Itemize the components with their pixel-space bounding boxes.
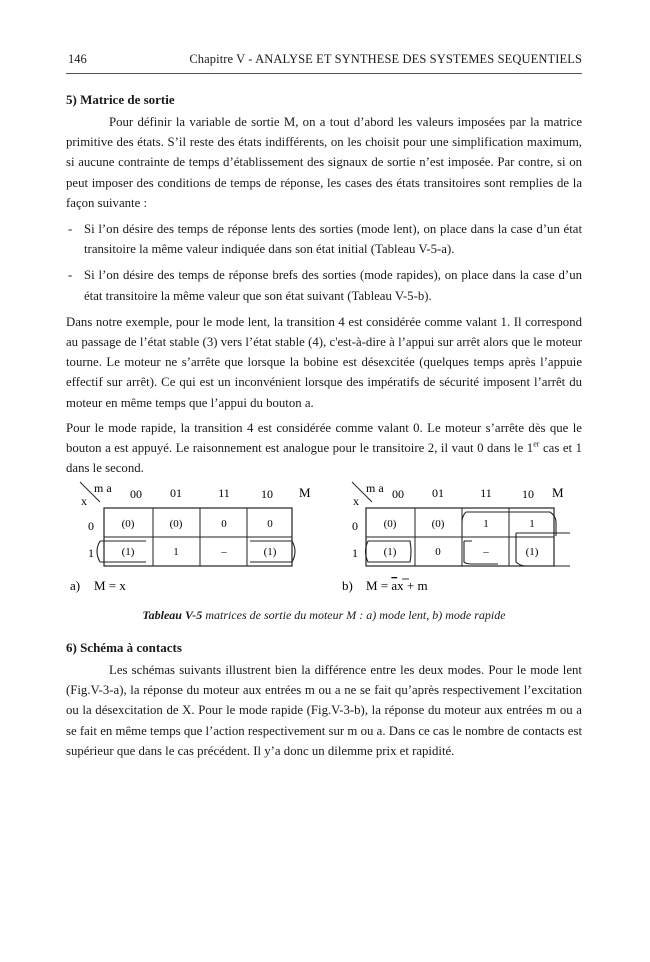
output-label: M [299, 485, 311, 500]
caption-label: Tableau V-5 [142, 608, 203, 622]
cell: 0 [267, 518, 273, 530]
cell: (1) [525, 546, 539, 558]
column-header: 11 [218, 486, 230, 500]
cell: (0) [169, 518, 183, 530]
row-header: 0 [88, 519, 94, 533]
row-header: 1 [352, 546, 358, 560]
output-matrices-figure [66, 480, 582, 606]
row-variable: x [353, 494, 359, 508]
table-b [342, 481, 570, 593]
cell: 0 [435, 546, 441, 558]
cell: 0 [221, 518, 227, 530]
column-header: 00 [130, 487, 142, 501]
cell: (1) [263, 546, 277, 558]
equation-negated-a: a [391, 578, 398, 593]
equation-prefix: M = [366, 578, 392, 593]
cell: 1 [483, 518, 489, 530]
section-heading-6: 6) Schéma à contacts [66, 640, 182, 655]
cell: (0) [431, 518, 445, 530]
paragraph-example: Dans notre exemple, pour le mode lent, la transition 4 est considérée comme valant 1. Il correspond au passage de l’état stable (3) vers l’état stable (4), c'est-à-dire à l’appui sur arrêt alors que le moteur tourne. Le moteur ne s’arrête que lorsque la bobine est désexcitée (quelques temps après l’appuie effectif sur arrêt). Ce qui est un inconvénient lorsque des impératifs de sécurité imposent l’arrêt du moteur en même temps que l’appui du bouton a. [66, 314, 582, 410]
column-header: 10 [522, 487, 534, 501]
table-caption [66, 608, 582, 623]
column-variables: m a [366, 481, 384, 495]
column-header: 11 [480, 486, 492, 500]
section-5 [66, 88, 582, 478]
caption-text: matrices de sortie du moteur M : a) mode lent, b) mode rapide [202, 608, 506, 622]
grouping-loop-m [516, 533, 570, 566]
superscript: er [533, 439, 540, 449]
column-header: 00 [392, 487, 404, 501]
column-header: 10 [261, 487, 273, 501]
list-item: - Si l’on désire des temps de réponse lents des sorties (mode lent), on place dans la case d’un état transitoire la même valeur indiquée dans son état initial (Tableau V-5-a). [66, 219, 582, 259]
table-label: a) [70, 578, 81, 593]
cell: – [483, 546, 489, 558]
cell: (1) [121, 546, 135, 558]
column-variables: m a [94, 481, 112, 495]
paragraph-fast-mode [66, 418, 582, 479]
column-header: 01 [432, 486, 444, 500]
table-label: b) [342, 578, 353, 593]
cell: – [221, 546, 227, 558]
cell: (0) [121, 518, 135, 530]
cell: (1) [383, 546, 397, 558]
paragraph-text: Pour le mode rapide, la transition 4 est considérée comme valant 0. Le moteur s’arrête dès que le bouton a est appuyé. Le raisonnement est analogue pour le transitoire 2, il vaut 0 dans le 1 [66, 420, 582, 456]
column-header: 01 [170, 486, 182, 500]
grouping-loop-dontcare [464, 541, 498, 564]
dash-list [66, 219, 582, 306]
paragraph-contacts: Les schémas suivants illustrent bien la différence entre les deux modes. Pour le mode lent (Fig.V-3-a), la réponse du moteur aux entrées m ou a ne se fait qu’après respectivement l’excitation ou la désexcitation de X. Pour le mode rapide (Fig.V-3-b), la réponse du moteur aux entrées m ou a se fait en même temps que l’action respectivement sur m ou a. Dans ce cas le nombre de contacts est supérieur que dans le cas précédent. Il y’a donc un dilemme prix et rapidité. [66, 663, 582, 758]
section-heading-5: 5) Matrice de sortie [66, 92, 175, 107]
paragraph-intro: Pour définir la variable de sortie M, on a tout d’abord les valeurs imposées par la matrice primitive des états. S’il reste des états indifférents, on les choisit pour une simplification maximum, si aucune contrainte de temps d’établissement des signaux de sortie n’est imposée. Par contre, si on peut imposer des conditions de temps de réponse, les cases des états transitoires sont remplies de la façon suivante : [66, 115, 582, 210]
list-item: - Si l’on désire des temps de réponse brefs des sorties (mode rapides), on place dans la case d’un état transitoire la même valeur que son état suivant (Tableau V-5-b). [66, 265, 582, 305]
section-6 [66, 636, 582, 761]
cell: 1 [529, 518, 535, 530]
paragraph-text: cas et 1 dans le second. [66, 441, 582, 476]
equation-suffix: x + m [397, 578, 428, 593]
output-label: M [552, 485, 564, 500]
table-a [70, 481, 311, 593]
running-header: Chapitre V - ANALYSE ET SYNTHESE DES SYSTEMES SEQUENTIELS [189, 52, 582, 66]
page-number: 146 [68, 52, 87, 66]
row-header: 1 [88, 546, 94, 560]
cell: 1 [173, 546, 179, 558]
row-header: 0 [352, 519, 358, 533]
header-rule [66, 73, 582, 74]
equation [366, 578, 428, 593]
equation: M = x [94, 578, 126, 593]
karnaugh-maps [66, 480, 582, 606]
cell: (0) [383, 518, 397, 530]
row-variable: x [81, 494, 87, 508]
